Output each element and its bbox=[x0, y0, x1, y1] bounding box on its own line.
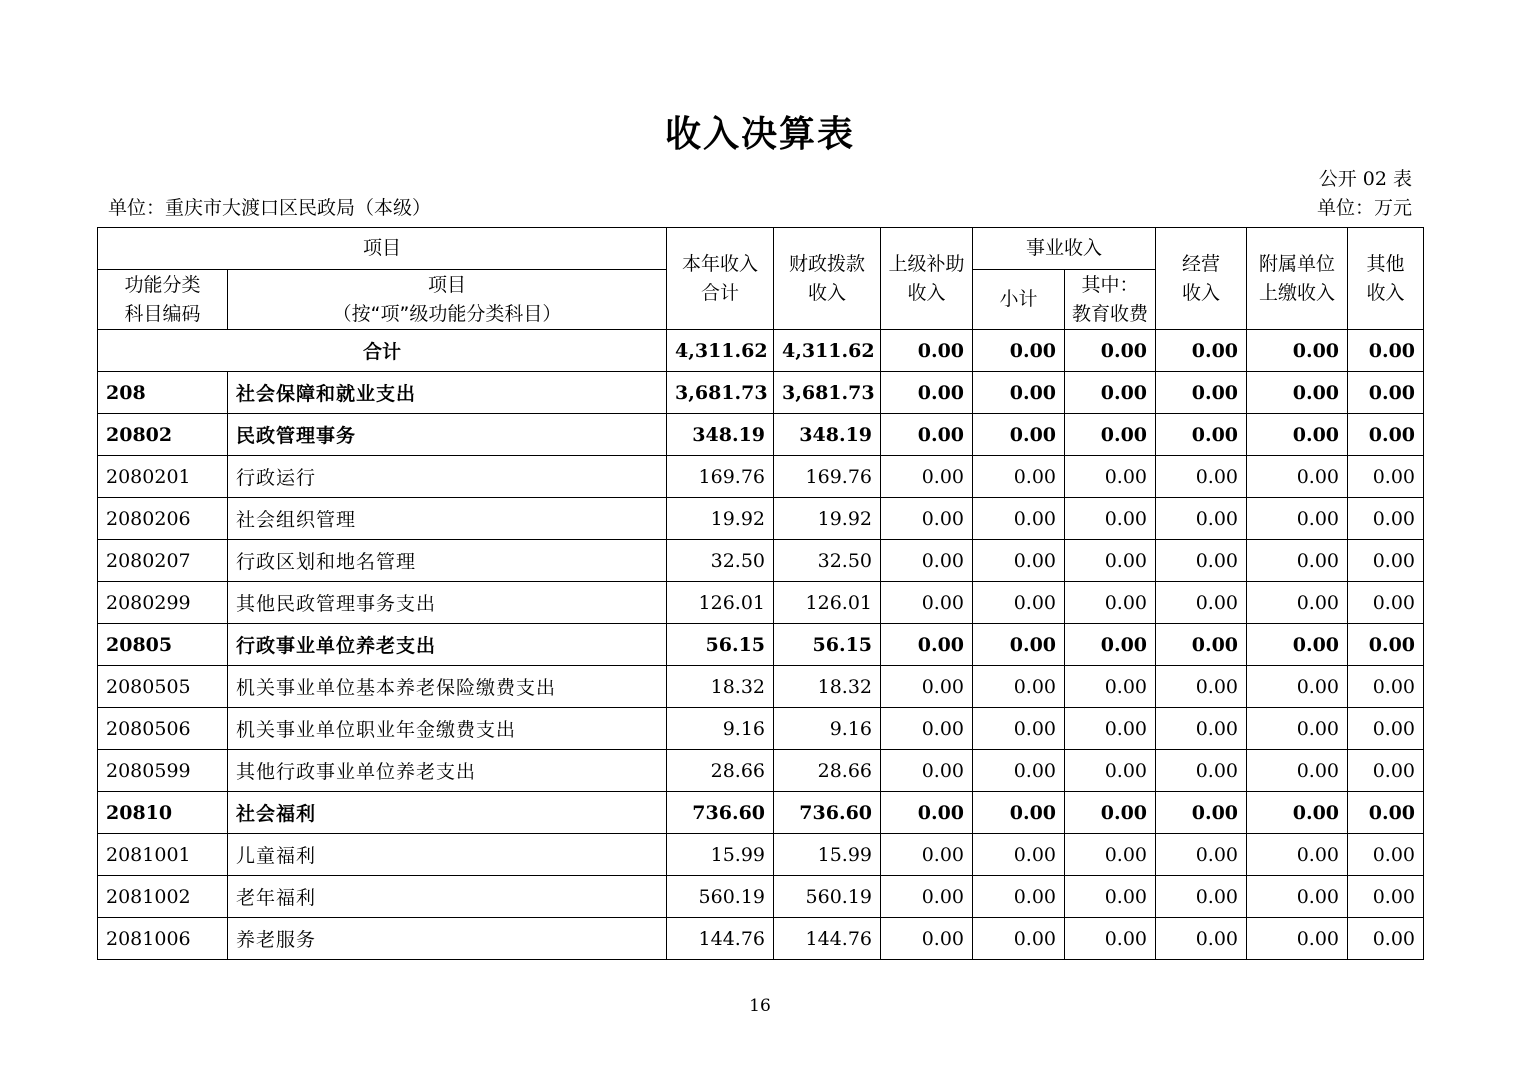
row-value: 15.99 bbox=[667, 834, 774, 876]
total-label: 合计 bbox=[98, 330, 667, 372]
row-code: 208 bbox=[98, 372, 228, 414]
row-value: 0.00 bbox=[881, 834, 973, 876]
row-value: 0.00 bbox=[1156, 414, 1247, 456]
row-value: 0.00 bbox=[881, 708, 973, 750]
row-value: 0.00 bbox=[1348, 666, 1424, 708]
currency-unit: 单位：万元 bbox=[1316, 197, 1412, 219]
row-value: 0.00 bbox=[973, 708, 1065, 750]
row-value: 0.00 bbox=[1065, 876, 1156, 918]
row-value: 0.00 bbox=[1065, 498, 1156, 540]
row-value: 0.00 bbox=[1065, 666, 1156, 708]
header-project: 项目 bbox=[98, 228, 667, 270]
row-value: 0.00 bbox=[1348, 498, 1424, 540]
table-row bbox=[98, 540, 1424, 582]
table-row bbox=[98, 414, 1424, 456]
row-code: 2081006 bbox=[98, 918, 228, 960]
row-value: 169.76 bbox=[667, 456, 774, 498]
row-name: 社会保障和就业支出 bbox=[228, 372, 667, 414]
row-value: 0.00 bbox=[1156, 792, 1247, 834]
row-value: 0.00 bbox=[1247, 624, 1348, 666]
row-value: 0.00 bbox=[881, 414, 973, 456]
header-item: 项目 （按“项”级功能分类科目） bbox=[228, 270, 667, 330]
row-name: 养老服务 bbox=[228, 918, 667, 960]
row-value: 0.00 bbox=[973, 540, 1065, 582]
row-value: 169.76 bbox=[774, 456, 881, 498]
table-row bbox=[98, 918, 1424, 960]
row-name: 机关事业单位职业年金缴费支出 bbox=[228, 708, 667, 750]
row-code: 2080299 bbox=[98, 582, 228, 624]
row-value: 0.00 bbox=[1156, 372, 1247, 414]
total-cell: 4,311.62 bbox=[774, 330, 881, 372]
row-code: 2080505 bbox=[98, 666, 228, 708]
row-value: 15.99 bbox=[774, 834, 881, 876]
row-code: 2080206 bbox=[98, 498, 228, 540]
row-value: 28.66 bbox=[774, 750, 881, 792]
row-value: 0.00 bbox=[881, 918, 973, 960]
table-row bbox=[98, 624, 1424, 666]
table-row bbox=[98, 792, 1424, 834]
row-value: 126.01 bbox=[667, 582, 774, 624]
row-name: 老年福利 bbox=[228, 876, 667, 918]
row-value: 0.00 bbox=[1348, 834, 1424, 876]
row-value: 0.00 bbox=[881, 624, 973, 666]
row-value: 0.00 bbox=[1247, 372, 1348, 414]
row-value: 126.01 bbox=[774, 582, 881, 624]
row-value: 0.00 bbox=[1065, 414, 1156, 456]
row-value: 0.00 bbox=[881, 498, 973, 540]
row-value: 0.00 bbox=[881, 582, 973, 624]
row-value: 144.76 bbox=[667, 918, 774, 960]
row-value: 0.00 bbox=[1348, 876, 1424, 918]
row-value: 3,681.73 bbox=[774, 372, 881, 414]
row-value: 0.00 bbox=[1156, 918, 1247, 960]
row-value: 0.00 bbox=[973, 792, 1065, 834]
row-name: 行政事业单位养老支出 bbox=[228, 624, 667, 666]
row-value: 736.60 bbox=[774, 792, 881, 834]
table-row bbox=[98, 750, 1424, 792]
row-value: 560.19 bbox=[667, 876, 774, 918]
header-business: 经营 收入 bbox=[1156, 228, 1247, 330]
total-cell: 0.00 bbox=[1348, 330, 1424, 372]
reporting-unit: 单位：重庆市大渡口区民政局（本级） bbox=[108, 197, 432, 219]
row-value: 0.00 bbox=[973, 750, 1065, 792]
form-number: 公开 02 表 bbox=[1318, 168, 1412, 190]
row-value: 0.00 bbox=[881, 750, 973, 792]
row-value: 28.66 bbox=[667, 750, 774, 792]
table-row bbox=[98, 456, 1424, 498]
row-value: 0.00 bbox=[1065, 456, 1156, 498]
table-row bbox=[98, 834, 1424, 876]
header-fiscal: 财政拨款 收入 bbox=[774, 228, 881, 330]
row-value: 348.19 bbox=[667, 414, 774, 456]
row-name: 民政管理事务 bbox=[228, 414, 667, 456]
row-value: 0.00 bbox=[1348, 792, 1424, 834]
table-row bbox=[98, 666, 1424, 708]
row-value: 0.00 bbox=[973, 624, 1065, 666]
total-cell: 0.00 bbox=[1247, 330, 1348, 372]
table-row bbox=[98, 498, 1424, 540]
row-value: 0.00 bbox=[1247, 792, 1348, 834]
row-value: 0.00 bbox=[1348, 918, 1424, 960]
row-value: 0.00 bbox=[1247, 456, 1348, 498]
total-cell: 4,311.62 bbox=[667, 330, 774, 372]
row-value: 0.00 bbox=[1065, 624, 1156, 666]
header-other: 其他 收入 bbox=[1348, 228, 1424, 330]
row-code: 2080207 bbox=[98, 540, 228, 582]
row-value: 0.00 bbox=[1348, 708, 1424, 750]
row-value: 0.00 bbox=[1348, 540, 1424, 582]
table-row bbox=[98, 372, 1424, 414]
table-row bbox=[98, 876, 1424, 918]
row-name: 社会福利 bbox=[228, 792, 667, 834]
row-value: 18.32 bbox=[667, 666, 774, 708]
header-education-fee: 其中： 教育收费 bbox=[1065, 270, 1156, 330]
row-value: 0.00 bbox=[881, 372, 973, 414]
row-value: 0.00 bbox=[1156, 540, 1247, 582]
row-name: 行政运行 bbox=[228, 456, 667, 498]
income-settlement-table bbox=[97, 227, 1424, 960]
row-value: 0.00 bbox=[1348, 456, 1424, 498]
row-value: 0.00 bbox=[881, 876, 973, 918]
header-subtotal: 小计 bbox=[973, 270, 1065, 330]
row-name: 行政区划和地名管理 bbox=[228, 540, 667, 582]
row-value: 3,681.73 bbox=[667, 372, 774, 414]
total-row bbox=[98, 330, 1424, 372]
page-title: 收入决算表 bbox=[664, 114, 855, 155]
row-code: 2080599 bbox=[98, 750, 228, 792]
row-name: 其他民政管理事务支出 bbox=[228, 582, 667, 624]
row-value: 0.00 bbox=[1247, 582, 1348, 624]
row-value: 0.00 bbox=[1156, 750, 1247, 792]
row-value: 0.00 bbox=[1247, 918, 1348, 960]
row-value: 19.92 bbox=[774, 498, 881, 540]
row-value: 32.50 bbox=[667, 540, 774, 582]
row-name: 机关事业单位基本养老保险缴费支出 bbox=[228, 666, 667, 708]
row-value: 0.00 bbox=[1065, 834, 1156, 876]
row-value: 0.00 bbox=[1065, 582, 1156, 624]
table-row bbox=[98, 582, 1424, 624]
row-value: 18.32 bbox=[774, 666, 881, 708]
row-value: 0.00 bbox=[1247, 750, 1348, 792]
row-value: 56.15 bbox=[774, 624, 881, 666]
row-value: 0.00 bbox=[973, 456, 1065, 498]
row-value: 0.00 bbox=[1156, 876, 1247, 918]
row-value: 0.00 bbox=[973, 666, 1065, 708]
row-name: 其他行政事业单位养老支出 bbox=[228, 750, 667, 792]
row-value: 560.19 bbox=[774, 876, 881, 918]
row-value: 348.19 bbox=[774, 414, 881, 456]
row-code: 2081001 bbox=[98, 834, 228, 876]
row-value: 0.00 bbox=[1065, 540, 1156, 582]
header-affiliated: 附属单位 上缴收入 bbox=[1247, 228, 1348, 330]
row-value: 9.16 bbox=[667, 708, 774, 750]
row-code: 20805 bbox=[98, 624, 228, 666]
row-value: 56.15 bbox=[667, 624, 774, 666]
total-cell: 0.00 bbox=[1065, 330, 1156, 372]
row-value: 0.00 bbox=[881, 540, 973, 582]
row-value: 0.00 bbox=[1156, 666, 1247, 708]
row-value: 736.60 bbox=[667, 792, 774, 834]
row-value: 0.00 bbox=[1348, 624, 1424, 666]
row-value: 0.00 bbox=[1247, 708, 1348, 750]
row-value: 0.00 bbox=[881, 666, 973, 708]
row-code: 2080506 bbox=[98, 708, 228, 750]
page-number: 16 bbox=[749, 996, 771, 1016]
row-value: 0.00 bbox=[1156, 708, 1247, 750]
row-value: 0.00 bbox=[1247, 540, 1348, 582]
row-value: 0.00 bbox=[973, 876, 1065, 918]
row-value: 0.00 bbox=[973, 498, 1065, 540]
row-value: 0.00 bbox=[1156, 582, 1247, 624]
row-value: 0.00 bbox=[1156, 834, 1247, 876]
row-name: 社会组织管理 bbox=[228, 498, 667, 540]
row-value: 0.00 bbox=[1247, 876, 1348, 918]
row-value: 144.76 bbox=[774, 918, 881, 960]
row-value: 0.00 bbox=[973, 372, 1065, 414]
row-value: 0.00 bbox=[973, 918, 1065, 960]
row-code: 2081002 bbox=[98, 876, 228, 918]
row-value: 9.16 bbox=[774, 708, 881, 750]
row-value: 0.00 bbox=[1247, 666, 1348, 708]
row-value: 0.00 bbox=[1065, 792, 1156, 834]
header-subsidy: 上级补助 收入 bbox=[881, 228, 973, 330]
row-value: 0.00 bbox=[1247, 834, 1348, 876]
total-cell: 0.00 bbox=[881, 330, 973, 372]
header-total: 本年收入 合计 bbox=[667, 228, 774, 330]
row-value: 32.50 bbox=[774, 540, 881, 582]
row-value: 0.00 bbox=[1156, 498, 1247, 540]
row-name: 儿童福利 bbox=[228, 834, 667, 876]
row-code: 20810 bbox=[98, 792, 228, 834]
header-career: 事业收入 bbox=[973, 228, 1156, 270]
row-value: 0.00 bbox=[1348, 582, 1424, 624]
row-value: 0.00 bbox=[973, 582, 1065, 624]
header-func-code: 功能分类 科目编码 bbox=[98, 270, 228, 330]
row-value: 0.00 bbox=[1065, 750, 1156, 792]
row-value: 0.00 bbox=[881, 792, 973, 834]
row-value: 0.00 bbox=[881, 456, 973, 498]
row-value: 0.00 bbox=[1065, 708, 1156, 750]
row-value: 0.00 bbox=[1348, 750, 1424, 792]
row-value: 0.00 bbox=[1348, 414, 1424, 456]
total-cell: 0.00 bbox=[973, 330, 1065, 372]
row-value: 0.00 bbox=[1065, 372, 1156, 414]
row-value: 0.00 bbox=[1156, 624, 1247, 666]
row-value: 0.00 bbox=[1156, 456, 1247, 498]
row-value: 19.92 bbox=[667, 498, 774, 540]
table-row bbox=[98, 708, 1424, 750]
row-value: 0.00 bbox=[1348, 372, 1424, 414]
row-value: 0.00 bbox=[1247, 498, 1348, 540]
row-value: 0.00 bbox=[973, 414, 1065, 456]
row-code: 20802 bbox=[98, 414, 228, 456]
row-value: 0.00 bbox=[1065, 918, 1156, 960]
row-code: 2080201 bbox=[98, 456, 228, 498]
row-value: 0.00 bbox=[1247, 414, 1348, 456]
row-value: 0.00 bbox=[973, 834, 1065, 876]
total-cell: 0.00 bbox=[1156, 330, 1247, 372]
